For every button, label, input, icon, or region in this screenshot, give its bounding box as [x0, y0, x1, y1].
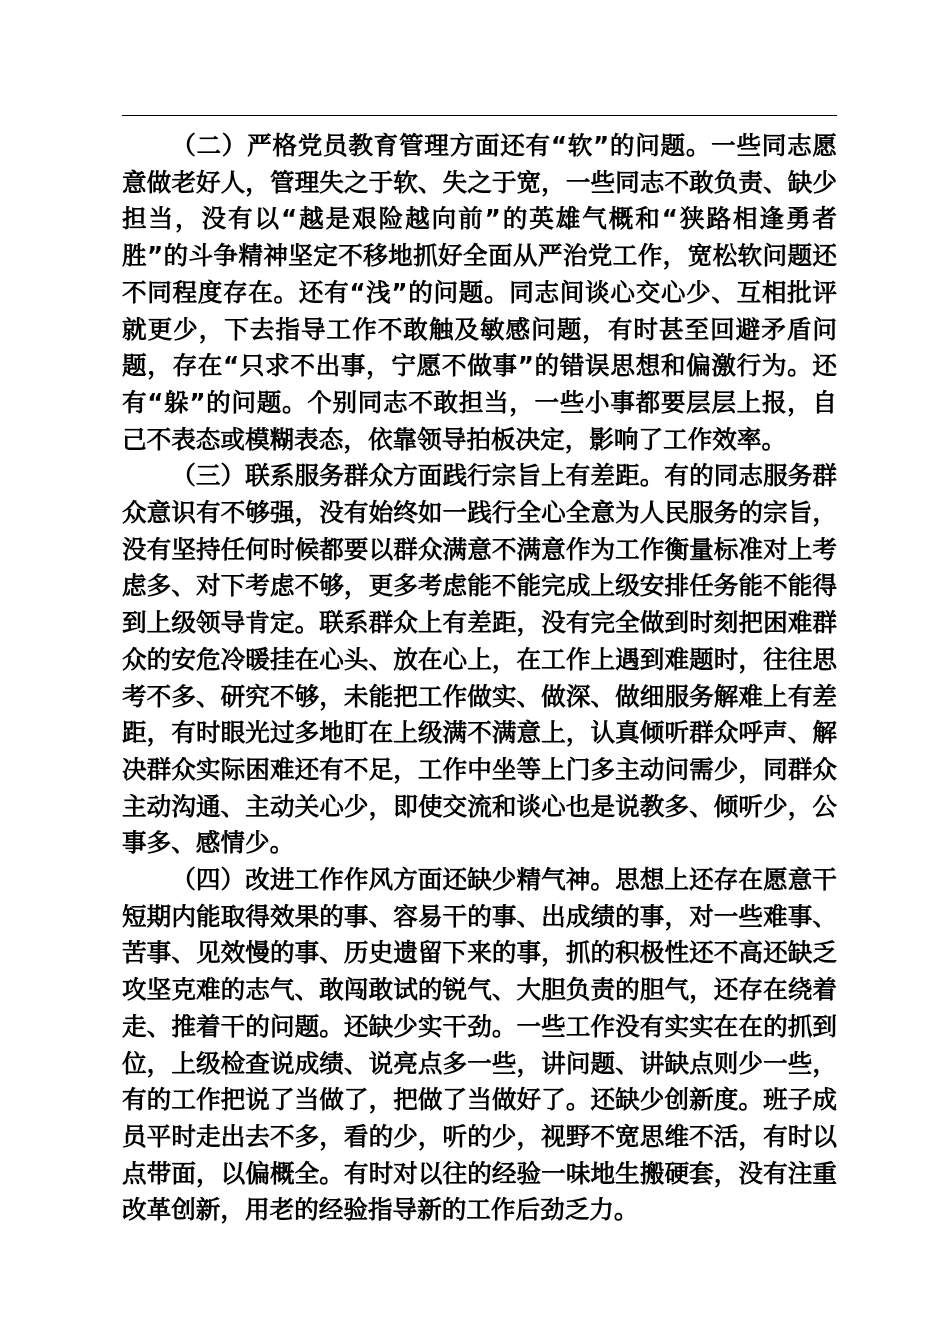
header-divider [122, 115, 837, 116]
paragraph-serving-the-masses: （三）联系服务群众方面践行宗旨上有差距。有的同志服务群众意识有不够强，没有始终如一践行全心全意为人民服务的宗旨，没有坚持任何时候都要以群众满意不满意作为工作衡量标准对上考虑多、对下考虑不够，更多考虑能不能完成上级安排任务能不能得到上级领导肯定。联系群众上有差距，没有完全做到时刻把困难群众的安危冷暖挂在心头、放在心上，在工作上遇到难题时，往往思考不多、研究不够，未能把工作做实、做深、做细服务解难上有差距，有时眼光过多地盯在上级满不满意上，认真倾听群众呼声、解决群众实际困难还有不足，工作中坐等上门多主动问需少，同群众主动沟通、主动关心少，即使交流和谈心也是说教多、倾听少，公事多、感情少。 [122, 461, 837, 858]
document-body [122, 128, 837, 1229]
paragraph-work-style: （四）改进工作作风方面还缺少精气神。思想上还存在愿意干短期内能取得效果的事、容易干的事、出成绩的事，对一些难事、苦事、见效慢的事、历史遗留下来的事，抓的积极性还不高还缺乏攻坚克难的志气、敢闯敢试的锐气、大胆负责的胆气，还存在绕着走、推着干的问题。还缺少实干劲。一些工作没有实实在在的抓到位，上级检查说成绩、说亮点多一些，讲问题、讲缺点则少一些，有的工作把说了当做了，把做了当做好了。还缺少创新度。班子成员平时走出去不多，看的少，听的少，视野不宽思维不活，有时以点带面，以偏概全。有时对以往的经验一味地生搬硬套，没有注重改革创新，用老的经验指导新的工作后劲乏力。 [122, 865, 837, 1225]
paragraph-party-member-management: （二）严格党员教育管理方面还有“软”的问题。一些同志愿意做老好人，管理失之于软、失之于宽，一些同志不敢负责、缺少担当，没有以“越是艰险越向前”的英雄气概和“狭路相逢勇者胜”的斗争精神坚定不移地抓好全面从严治党工作，宽松软问题还不同程度存在。还有“浅”的问题。同志间谈心交心少、互相批评就更少，下去指导工作不敢触及敏感问题，有时甚至回避矛盾问题，存在“只求不出事，宁愿不做事”的错误思想和偏激行为。还有“躲”的问题。个别同志不敢担当，一些小事都要层层上报，自己不表态或模糊表态，依靠领导拍板决定，影响了工作效率。 [122, 131, 837, 454]
